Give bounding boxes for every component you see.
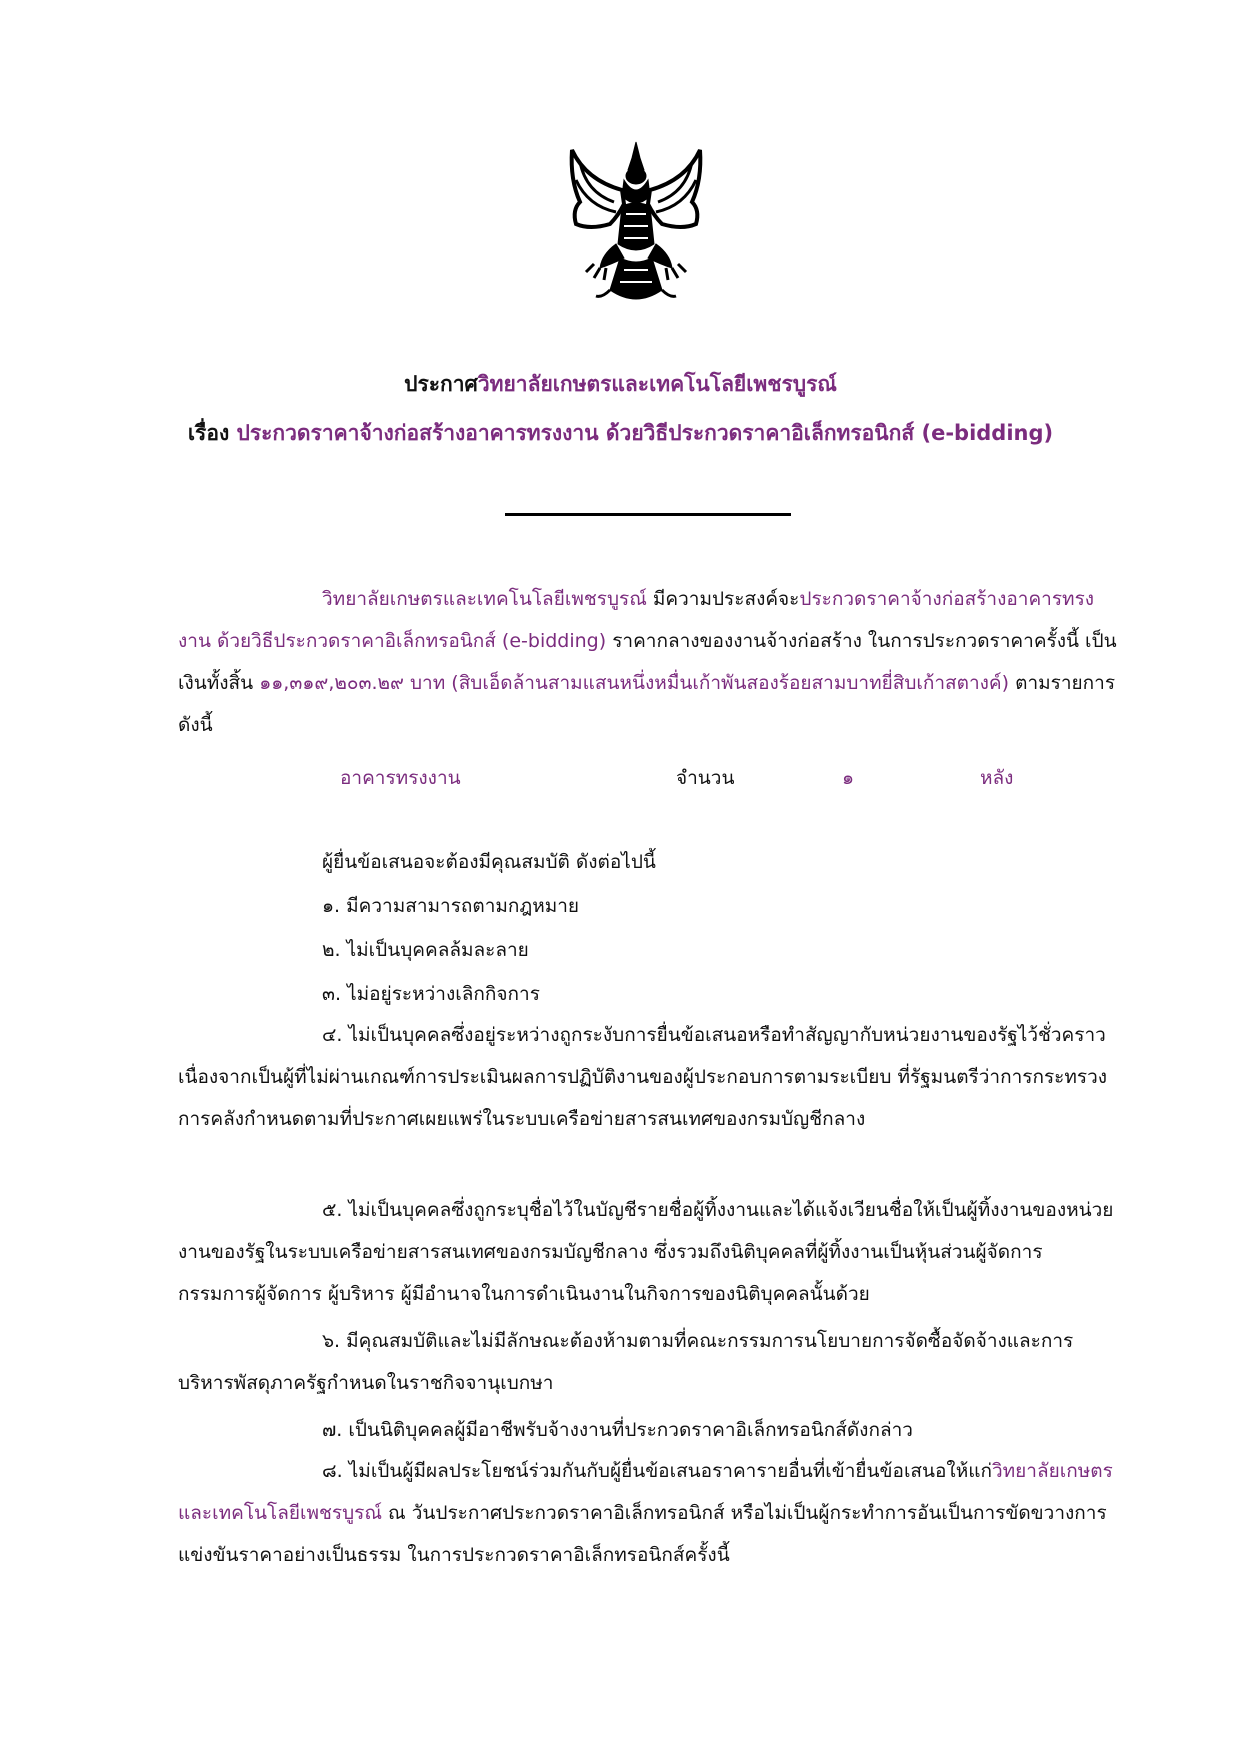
intro-project-1: ประกวดราคาจ้างก่อสร้างอาคาร: [799, 588, 1063, 610]
item-unit: หลัง: [980, 767, 1014, 789]
qualification-3: ๓. ไม่อยู่ระหว่างเลิกกิจการ: [322, 983, 540, 1005]
qualification-heading: ผู้ยื่นข้อเสนอจะต้องมีคุณสมบัติ ดังต่อไปนี้: [322, 851, 656, 873]
announcement-title: [150, 368, 1091, 401]
intro-amount: ๑๑,๓๑๙,๒๐๓.๒๙ บาท (สิบเอ็ดล้านสามแสนหนึ่งหมื่นเก้าพันสองร้อยสามบาทยี่สิบเก้าสตางค์): [259, 672, 1010, 694]
title-divider: [505, 513, 791, 516]
intro-text-3: ตามรายการ ดังนี้: [178, 672, 1116, 736]
qualification-5: ๕. ไม่เป็นบุคคลซึ่งถูกระบุชื่อไว้ในบัญชีรายชื่อผู้ทิ้งงานและได้แจ้งเวียนชื่อให้เป็นผู้ทิ้งงานของหน่วยงานของรัฐในระบบเครือข่ายสารสนเทศของกรมบัญชีกลาง ซึ่งรวมถึงนิติบุคคลที่ผู้ทิ้งงานเป็นหุ้นส่วนผู้จัดการ กรรมการผู้จัดการ ผู้บริหาร ผู้มีอำนาจในการดำเนินงานในกิจการของนิติบุคคลนั้นด้วย: [178, 1199, 1114, 1305]
qualification-6: ๖. มีคุณสมบัติและไม่มีลักษณะต้องห้ามตามที่คณะกรรมการนโยบายการจัดซื้อจัดจ้างและการบริหารพัสดุภาครัฐกำหนดในราชกิจจานุเบกษา: [178, 1330, 1074, 1394]
qualification-8: [178, 1450, 1120, 1576]
item-qty-label: จำนวน: [676, 767, 735, 789]
intro-paragraph: [178, 578, 1120, 746]
announcement-subject: [150, 417, 1091, 450]
qualification-1: ๑. มีความสามารถตามกฎหมาย: [322, 895, 580, 917]
item-name: อาคารทรงงาน: [340, 767, 461, 789]
title-prefix: ประกาศ: [404, 372, 478, 396]
intro-text-1: มีความประสงค์จะ: [646, 588, 800, 610]
subject-text: ประกวดราคาจ้างก่อสร้างอาคารทรงงาน ด้วยวิธีประกวดราคาอิเล็กทรอนิกส์ (e-bidding): [236, 421, 1054, 445]
title-org: วิทยาลัยเกษตรและเทคโนโลยีเพชรบูรณ์: [477, 372, 837, 396]
intro-org: วิทยาลัยเกษตรและเทคโนโลยีเพชรบูรณ์: [322, 588, 647, 610]
q8-text-1: ๘. ไม่เป็นผู้มีผลประโยชน์ร่วมกันกับผู้ยื่นข้อเสนอราคารายอื่นที่เข้ายื่นข้อเสนอให้แก่: [322, 1460, 992, 1482]
qualification-2: ๒. ไม่เป็นบุคคลล้มละลาย: [322, 939, 529, 961]
qualification-4: ๔. ไม่เป็นบุคคลซึ่งอยู่ระหว่างถูกระงับการยื่นข้อเสนอหรือทำสัญญากับหน่วยงานของรัฐไว้ชั่วคราว เนื่องจากเป็นผู้ที่ไม่ผ่านเกณฑ์การประเมินผลการปฏิบัติงานของผู้ประกอบการตามระเบียบ ที่รัฐมนตรีว่าการกระทรวงการคลังกำหนดตามที่ประกาศเผยแพร่ในระบบเครือข่ายสารสนเทศของกรมบัญชีกลาง: [178, 1024, 1108, 1130]
item-qty: ๑: [842, 767, 855, 789]
qualification-7: ๗. เป็นนิติบุคคลผู้มีอาชีพรับจ้างงานที่ประกวดราคาอิเล็กทรอนิกส์ดังกล่าว: [322, 1419, 913, 1441]
intro-text-2: ราคากลางของงานจ้างก่อสร้าง ในการประกวดราคาครั้งนี้ เป็นเงินทั้งสิ้น: [178, 630, 1117, 694]
q8-text-2: ณ วันประกาศประกวดราคาอิเล็กทรอนิกส์ หรือไม่เป็นผู้กระทำการอันเป็นการขัดขวางการแข่งขันราคาอย่างเป็นธรรม ในการประกวดราคาอิเล็กทรอนิกส์ครั้งนี้: [178, 1502, 1107, 1566]
q8-org: วิทยาลัยเกษตรและเทคโนโลยีเพชรบูรณ์: [178, 1460, 1113, 1524]
subject-label: เรื่อง: [187, 421, 230, 445]
intro-project-2: ทรงงาน ด้วยวิธีประกวดราคาอิเล็กทรอนิกส์ (e-bidding): [178, 588, 1095, 652]
garuda-emblem-icon: [566, 140, 706, 310]
